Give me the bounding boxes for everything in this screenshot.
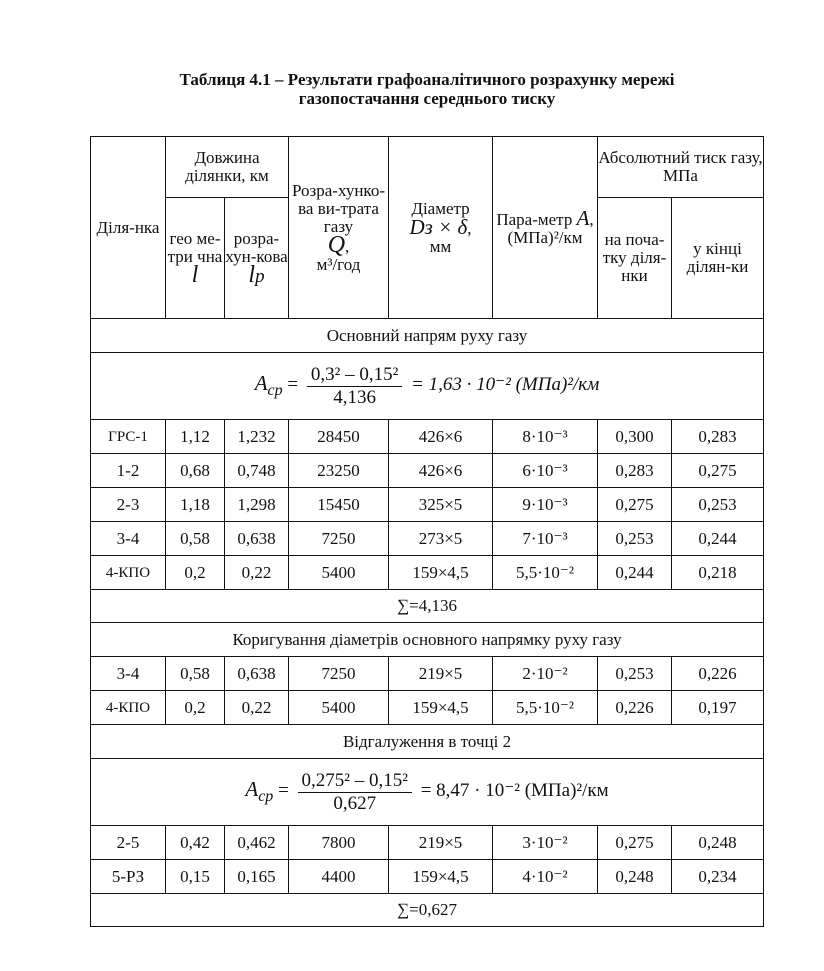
table-row (91, 691, 764, 725)
cell-length-geo: 0,58 (166, 522, 225, 556)
cell-pressure-start: 0,226 (598, 691, 672, 725)
cell-diameter: 273×5 (389, 522, 493, 556)
cell-param: 2·10⁻² (493, 657, 598, 691)
cell-pressure-start: 0,283 (598, 454, 672, 488)
cell-section: 1-2 (91, 454, 166, 488)
cell-length-calc: 0,22 (225, 691, 289, 725)
cell-pressure-end: 0,275 (672, 454, 764, 488)
formula-main-numerator: 0,3² – 0,15² (307, 366, 402, 387)
cell-param: 4·10⁻² (493, 860, 598, 894)
header-diameter: Діаметр Dз × δ, мм (389, 137, 493, 319)
cell-pressure-start: 0,244 (598, 556, 672, 590)
formula-main-denominator: 4,136 (333, 386, 376, 408)
cell-section: ГРС-1 (91, 420, 166, 454)
cell-section: 2-5 (91, 826, 166, 860)
formula-main: $A_{ср}$ = $\frac{\text{0,3² – 0,15²}}{4,136}$ = 1,63 · 10⁻² (МПа)²/км (91, 353, 764, 420)
cell-diameter: 426×6 (389, 454, 493, 488)
table-row (91, 454, 764, 488)
formula-branch: $A_{ср}$ = $\frac{\text{0,275² – 0,15²}}{0,627}$ = 8,47 · 10⁻² (МПа)²/км (91, 759, 764, 826)
cell-pressure-start: 0,300 (598, 420, 672, 454)
formula-main-lhs-sub: ср (267, 382, 283, 400)
header-length-calc-text: розра-хун-кова (225, 229, 288, 266)
header-length-calc (225, 198, 289, 319)
header-section: Діля-нка (91, 137, 166, 319)
cell-pressure-end: 0,283 (672, 420, 764, 454)
header-param-unit: (МПа)²/км (507, 227, 583, 247)
cell-pressure-end: 0,253 (672, 488, 764, 522)
cell-section: 4-КПО (91, 556, 166, 590)
cell-section: 4-КПО (91, 691, 166, 725)
header-diameter-symbol: Dз × δ (409, 214, 468, 239)
cell-param: 6·10⁻³ (493, 454, 598, 488)
sum-main: ∑=4,136 (91, 590, 764, 623)
table-row (91, 522, 764, 556)
cell-diameter: 426×6 (389, 420, 493, 454)
cell-flow: 4400 (289, 860, 389, 894)
sum-branch: ∑=0,627 (91, 894, 764, 927)
header-length-geo-symbol: l (191, 262, 199, 288)
header-param: Пара-метр A, (МПа)²/км (493, 137, 598, 319)
formula-branch-denominator: 0,627 (333, 792, 377, 814)
cell-length-geo: 0,2 (166, 691, 225, 725)
header-flow: Розра-хунко-ва ви-трата газу Q, м³/год (289, 137, 389, 319)
cell-pressure-end: 0,234 (672, 860, 764, 894)
cell-diameter: 219×5 (389, 657, 493, 691)
cell-section: 3-4 (91, 657, 166, 691)
cell-length-geo: 1,12 (166, 420, 225, 454)
header-param-symbol: A (576, 205, 590, 230)
cell-flow: 5400 (289, 691, 389, 725)
formula-main-lhs: A (254, 371, 268, 396)
section-correction-title: Коригування діаметрів основного напрямку руху газу (91, 623, 764, 657)
formula-main-result: = 1,63 · 10⁻² (МПа)²/км (411, 374, 600, 396)
cell-flow: 15450 (289, 488, 389, 522)
cell-param: 7·10⁻³ (493, 522, 598, 556)
section-main-title: Основний напрям руху газу (91, 319, 764, 353)
formula-branch-lhs-sub: ср (258, 788, 274, 806)
results-table (90, 136, 764, 927)
cell-flow: 7800 (289, 826, 389, 860)
cell-flow: 7250 (289, 522, 389, 556)
section-branch-title: Відгалуження в точці 2 (91, 725, 764, 759)
cell-flow: 7250 (289, 657, 389, 691)
cell-length-calc: 0,638 (225, 657, 289, 691)
cell-pressure-end: 0,226 (672, 657, 764, 691)
cell-pressure-start: 0,253 (598, 522, 672, 556)
cell-length-calc: 0,22 (225, 556, 289, 590)
cell-diameter: 159×4,5 (389, 860, 493, 894)
cell-flow: 23250 (289, 454, 389, 488)
cell-param: 5,5·10⁻² (493, 691, 598, 725)
cell-pressure-start: 0,253 (598, 657, 672, 691)
cell-pressure-end: 0,218 (672, 556, 764, 590)
table-title (92, 70, 762, 108)
cell-length-geo: 0,68 (166, 454, 225, 488)
header-flow-symbol: Q (327, 231, 346, 258)
table-row (91, 826, 764, 860)
cell-section: 5-РЗ (91, 860, 166, 894)
cell-length-calc: 0,638 (225, 522, 289, 556)
cell-section: 3-4 (91, 522, 166, 556)
header-pressure-group: Абсолютний тиск газу, МПа (598, 137, 764, 198)
cell-length-calc: 0,462 (225, 826, 289, 860)
table-row (91, 657, 764, 691)
formula-branch-numerator: 0,275² – 0,15² (298, 772, 412, 793)
cell-pressure-start: 0,275 (598, 826, 672, 860)
cell-length-calc: 1,232 (225, 420, 289, 454)
header-flow-text: Розра-хунко-ва ви-трата газу (292, 180, 385, 236)
table-title-line2: газопостачання середнього тиску (298, 89, 556, 108)
table-row (91, 860, 764, 894)
cell-pressure-end: 0,197 (672, 691, 764, 725)
header-diameter-unit: мм (429, 236, 452, 256)
cell-length-geo: 0,15 (166, 860, 225, 894)
cell-pressure-start: 0,275 (598, 488, 672, 522)
cell-diameter: 325×5 (389, 488, 493, 522)
table-row (91, 420, 764, 454)
cell-length-calc: 0,748 (225, 454, 289, 488)
cell-length-geo: 0,2 (166, 556, 225, 590)
cell-param: 5,5·10⁻² (493, 556, 598, 590)
header-pressure-end: у кінці ділян-ки (672, 198, 764, 319)
cell-pressure-start: 0,248 (598, 860, 672, 894)
header-length-geo (166, 198, 225, 319)
header-length-group: Довжина ділянки, км (166, 137, 289, 198)
rows-branch (91, 826, 764, 894)
header-length-calc-sub: p (255, 266, 265, 287)
header-param-text: Пара-метр (496, 209, 573, 229)
cell-length-geo: 1,18 (166, 488, 225, 522)
cell-param: 8·10⁻³ (493, 420, 598, 454)
cell-flow: 5400 (289, 556, 389, 590)
header-length-calc-symbol: l (248, 262, 256, 288)
header-diameter-text: Діаметр (411, 198, 470, 218)
cell-length-geo: 0,58 (166, 657, 225, 691)
cell-pressure-end: 0,248 (672, 826, 764, 860)
rows-main (91, 420, 764, 590)
cell-param: 9·10⁻³ (493, 488, 598, 522)
cell-length-geo: 0,42 (166, 826, 225, 860)
header-flow-unit: м³/год (316, 254, 361, 274)
header-length-geo-text: гео ме-три чна (167, 229, 223, 266)
cell-length-calc: 0,165 (225, 860, 289, 894)
table-row (91, 556, 764, 590)
table-title-line1: Таблиця 4.1 – Результати графоаналітичного розрахунку мережі (179, 70, 675, 89)
cell-section: 2-3 (91, 488, 166, 522)
formula-branch-result: = 8,47 · 10⁻² (МПа)²/км (420, 780, 609, 802)
table-row (91, 488, 764, 522)
cell-param: 3·10⁻² (493, 826, 598, 860)
cell-diameter: 159×4,5 (389, 691, 493, 725)
cell-length-calc: 1,298 (225, 488, 289, 522)
rows-correction (91, 657, 764, 725)
cell-diameter: 159×4,5 (389, 556, 493, 590)
formula-branch-lhs: A (245, 777, 259, 802)
header-pressure-start: на поча-тку діля-нки (598, 198, 672, 319)
cell-flow: 28450 (289, 420, 389, 454)
cell-pressure-end: 0,244 (672, 522, 764, 556)
cell-diameter: 219×5 (389, 826, 493, 860)
